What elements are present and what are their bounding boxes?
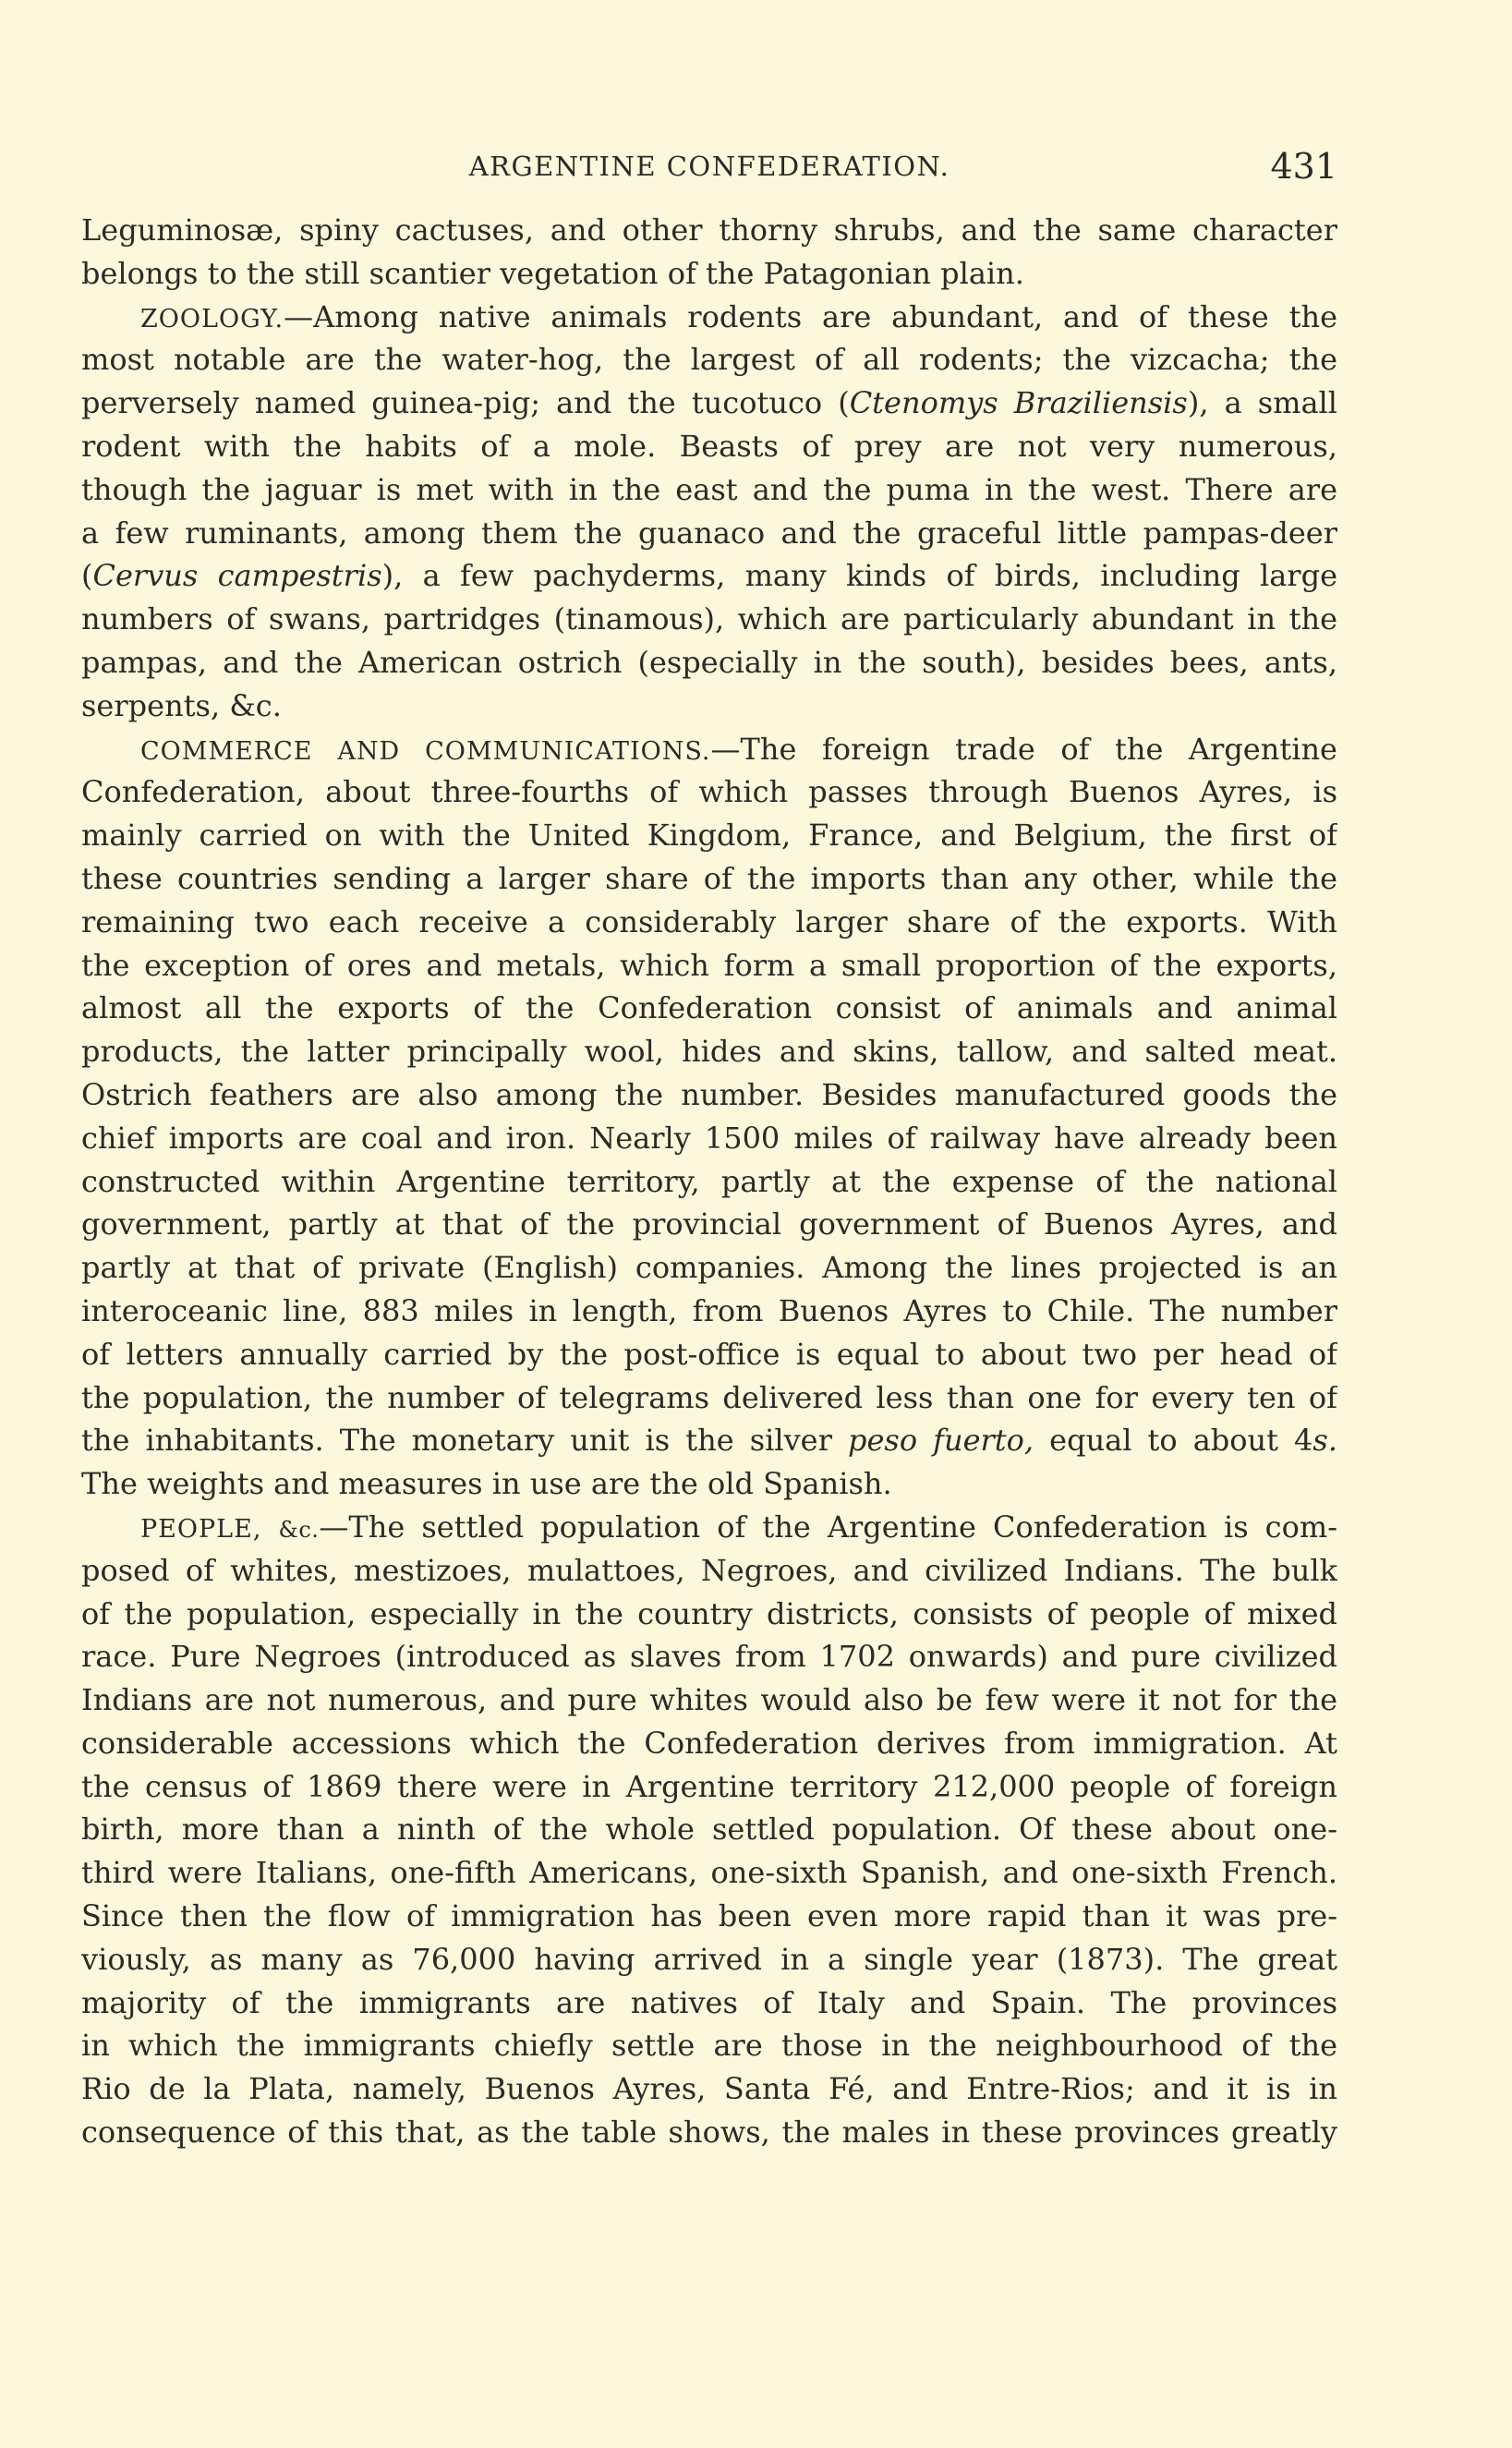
text-line: mainly carried on with the United Kingdom, France, and Belgium, the first of xyxy=(81,818,1337,854)
text-line: interoceanic line, 883 miles in length, from Buenos Ayres to Chile. The number xyxy=(81,1292,1337,1328)
text-line: partly at that of private (English) companies. Among the lines projected is an xyxy=(81,1250,1337,1286)
text-line: almost all the exports of the Confederation consist of animals and animal xyxy=(81,990,1337,1026)
text-line: chief imports are coal and iron. Nearly 1500 miles of railway have already been xyxy=(81,1120,1337,1156)
section-line xyxy=(81,296,1337,339)
text-line: Since then the flow of immigration has been even more rapid than it was pre- xyxy=(81,1898,1337,1934)
text-line: pampas, and the American ostrich (especially in the south), besides bees, ants, xyxy=(81,644,1337,680)
text-line: belongs to the still scantier vegetation of the Patagonian plain. xyxy=(81,255,1024,291)
section-heading-zoology: ZOOLOGY. xyxy=(140,304,284,333)
text-line: in which the immigrants chiefly settle are those in the neighbourhood of the xyxy=(81,2028,1337,2064)
text-fragment: —The foreign trade of the Argentine xyxy=(710,731,1337,767)
text-line: the population, the number of telegrams delivered less than one for every ten of xyxy=(81,1379,1337,1415)
text-line: constructed within Argentine territory, partly at the expense of the national xyxy=(81,1163,1337,1199)
text-line: of letters annually carried by the post-office is equal to about two per head of xyxy=(81,1336,1337,1372)
text-line: Ostrich feathers are also among the number. Besides manufactured goods the xyxy=(81,1076,1337,1112)
text-line: numbers of swans, partridges (tinamous), which are particularly abundant in the xyxy=(81,601,1337,637)
text-line: government, partly at that of the provincial government of Buenos Ayres, and xyxy=(81,1206,1337,1242)
text-line: Leguminosæ, spiny cactuses, and other thorny shrubs, and the same character xyxy=(81,212,1337,248)
text-line: third were Italians, one-fifth Americans, one-sixth Spanish, and one-sixth French. xyxy=(81,1855,1337,1891)
page-number: 431 xyxy=(1270,146,1337,187)
text-line: considerable accessions which the Confederation derives from immigration. At xyxy=(81,1725,1337,1761)
currency-abbrev: s. xyxy=(1312,1423,1337,1459)
section-heading-commerce: COMMERCE AND COMMUNICATIONS. xyxy=(140,736,711,766)
text-fragment: ( xyxy=(81,558,93,594)
text-line: rodent with the habits of a mole. Beasts of prey are not very numerous, xyxy=(81,428,1337,464)
text-line: the census of 1869 there were in Argentine territory 212,000 people of foreign xyxy=(81,1768,1337,1804)
section-heading-etc: &c. xyxy=(278,1516,320,1543)
text-fragment: ), a few pachyderms, many kinds of birds, including large xyxy=(381,558,1337,594)
section-line xyxy=(81,728,1337,771)
text-line: remaining two each receive a considerably larger share of the exports. With xyxy=(81,903,1337,939)
text-line: these countries sending a larger share of the imports than any other, while the xyxy=(81,860,1337,896)
text-fragment: equal to about 4 xyxy=(1034,1423,1313,1459)
text-fragment: perversely named guinea-pig; and the tucotuco ( xyxy=(81,385,850,421)
text-fragment: the inhabitants. The monetary unit is the silver xyxy=(81,1423,848,1459)
text-fragment: ), a small xyxy=(1187,385,1337,421)
text-line: though the jaguar is met with in the east and the puma in the west. There are xyxy=(81,471,1337,507)
text-line: most notable are the water-hog, the largest of all rodents; the vizcacha; the xyxy=(81,342,1337,378)
body-text xyxy=(81,209,1337,2154)
species-name: Cervus campestris xyxy=(92,558,382,594)
text-line: the exception of ores and metals, which form a small proportion of the exports, xyxy=(81,947,1337,983)
text-fragment: —Among native animals rodents are abundant, and of these the xyxy=(284,298,1337,334)
page-title: ARGENTINE CONFEDERATION. xyxy=(468,151,950,182)
text-line xyxy=(81,382,1337,425)
text-line: posed of whites, mestizoes, mulattoes, Negroes, and civilized Indians. The bulk xyxy=(81,1552,1337,1588)
section-line xyxy=(81,1506,1337,1549)
text-line: viously, as many as 76,000 having arrived in a single year (1873). The great xyxy=(81,1941,1337,1977)
text-line: Indians are not numerous, and pure whites would also be few were it not for the xyxy=(81,1682,1337,1718)
text-line: Confederation, about three-fourths of which passes through Buenos Ayres, is xyxy=(81,774,1337,810)
text-line: products, the latter principally wool, hides and skins, tallow, and salted meat. xyxy=(81,1034,1337,1070)
text-line: of the population, especially in the country districts, consists of people of mixed xyxy=(81,1595,1337,1631)
section-heading-people: PEOPLE, xyxy=(140,1514,262,1544)
text-fragment: —The settled population of the Argentine Confederation is com- xyxy=(319,1509,1337,1545)
text-line: The weights and measures in use are the old Spanish. xyxy=(81,1466,892,1502)
text-line xyxy=(81,1419,1337,1462)
text-line: a few ruminants, among them the guanaco and the graceful little pampas-deer xyxy=(81,515,1337,551)
text-line: serpents, &c. xyxy=(81,687,282,723)
text-line: consequence of this that, as the table shows, the males in these provinces greatly xyxy=(81,2115,1337,2151)
currency-term: peso fuerto, xyxy=(847,1423,1034,1459)
text-line: Rio de la Plata, namely, Buenos Ayres, Santa Fé, and Entre-Rios; and it is in xyxy=(81,2071,1337,2107)
text-line xyxy=(81,554,1337,598)
text-line: birth, more than a ninth of the whole settled population. Of these about one- xyxy=(81,1812,1337,1848)
running-head xyxy=(81,146,1337,187)
text-line: majority of the immigrants are natives of Italy and Spain. The provinces xyxy=(81,1984,1337,2020)
text-line: race. Pure Negroes (introduced as slaves from 1702 onwards) and pure civilized xyxy=(81,1639,1337,1675)
species-name: Ctenomys Braziliensis xyxy=(849,385,1188,421)
